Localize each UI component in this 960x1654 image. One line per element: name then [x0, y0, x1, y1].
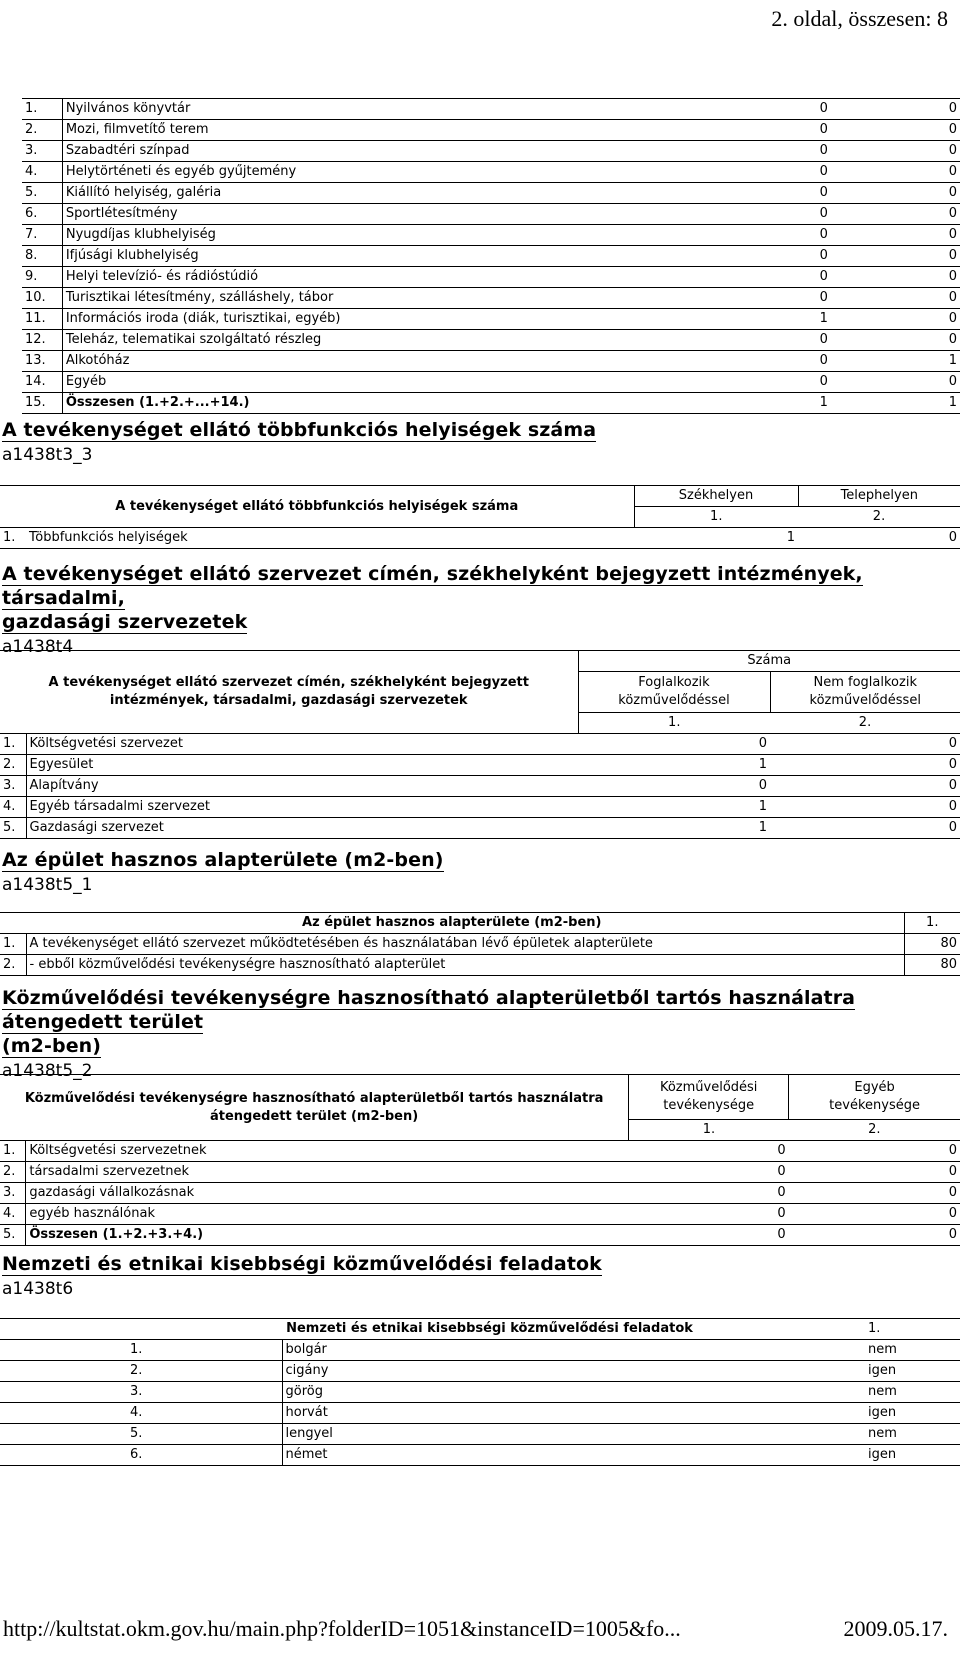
table-row — [0, 934, 960, 955]
table-row — [0, 1141, 960, 1162]
row-value: 0 — [798, 528, 960, 549]
section-leased-area — [0, 986, 960, 1082]
table-row — [0, 797, 960, 818]
row-value: 0 — [629, 1141, 789, 1162]
row-label: Alapítvány — [26, 776, 578, 797]
section-multifunction — [0, 418, 960, 466]
row-value: nem — [842, 1424, 960, 1445]
row-value: 0 — [831, 309, 960, 330]
row-number: 4. — [0, 1403, 282, 1424]
row-value: 1 — [702, 393, 831, 414]
section-floor-area — [0, 848, 960, 896]
row-value: 0 — [770, 755, 960, 776]
row-value: 0 — [831, 204, 960, 225]
multifunction-table — [0, 485, 960, 549]
row-value: 0 — [831, 372, 960, 393]
row-label: német — [282, 1445, 842, 1466]
table-row — [0, 776, 960, 797]
column-header: Telephelyen — [798, 486, 960, 507]
page-header: 2. oldal, összesen: 8 — [771, 6, 948, 31]
table-row — [0, 1424, 960, 1445]
row-label: Összesen (1.+2.+...+14.) — [62, 393, 701, 414]
table-row — [22, 162, 960, 183]
row-number: 1. — [0, 734, 26, 755]
row-value: 0 — [831, 162, 960, 183]
row-value: 0 — [789, 1162, 960, 1183]
table-row — [22, 99, 960, 120]
table-row — [22, 120, 960, 141]
row-value: 0 — [702, 267, 831, 288]
row-value: 1 — [578, 818, 770, 839]
table-row — [22, 330, 960, 351]
row-number: 5. — [0, 1424, 282, 1445]
row-label: Teleház, telematikai szolgáltató részleg — [62, 330, 701, 351]
column-header: Közművelődési tevékenysége — [629, 1075, 789, 1120]
row-value: 1 — [634, 528, 798, 549]
row-number: 2. — [0, 1361, 282, 1382]
row-label: Alkotóház — [62, 351, 701, 372]
row-number: 14. — [22, 372, 62, 393]
section-title-line2: gazdasági szervezetek — [2, 611, 248, 633]
column-number: 2. — [770, 713, 960, 734]
row-number: 3. — [0, 1183, 26, 1204]
row-value: 0 — [702, 141, 831, 162]
row-value: 0 — [831, 267, 960, 288]
row-value: igen — [842, 1361, 960, 1382]
minorities-table — [0, 1318, 960, 1466]
column-number: 2. — [789, 1120, 960, 1141]
row-label: - ebből közművelődési tevékenységre hasznosítható alapterület — [26, 955, 904, 976]
facilities-table — [22, 98, 960, 414]
section-title-line1: Közművelődési tevékenységre hasznosítható alapterületből tartós használatra átengedett terület — [2, 987, 856, 1033]
row-value: igen — [842, 1403, 960, 1424]
row-value: 1 — [702, 309, 831, 330]
row-label: Kiállító helyiség, galéria — [62, 183, 701, 204]
table-row — [22, 288, 960, 309]
row-number: 10. — [22, 288, 62, 309]
row-label: Egyéb — [62, 372, 701, 393]
column-number: 2. — [872, 509, 886, 524]
row-number: 2. — [22, 120, 62, 141]
row-label: Szabadtéri színpad — [62, 141, 701, 162]
row-value: 0 — [831, 330, 960, 351]
table-header: Közművelődési tevékenységre hasznosítható alapterületből tartós használatra átengedett terület (m2-ben) — [0, 1075, 629, 1141]
row-value: 0 — [770, 797, 960, 818]
row-label: Turisztikai létesítmény, szálláshely, tábor — [62, 288, 701, 309]
section-organizations — [0, 562, 960, 658]
organizations-table — [0, 650, 960, 839]
table-row — [0, 755, 960, 776]
row-value: 0 — [702, 372, 831, 393]
table-row — [0, 1204, 960, 1225]
row-value: 0 — [831, 246, 960, 267]
row-value: 0 — [831, 99, 960, 120]
column-header: Székhelyen — [634, 486, 798, 507]
row-value: 0 — [702, 120, 831, 141]
row-number: 11. — [22, 309, 62, 330]
table-header: Nemzeti és etnikai kisebbségi közművelődési feladatok — [0, 1319, 842, 1340]
row-number: 6. — [22, 204, 62, 225]
row-label: A tevékenységet ellátó szervezet működtetésében és használatában lévő épületek alapterülete — [26, 934, 904, 955]
row-label: horvát — [282, 1403, 842, 1424]
row-label: Ifjúsági klubhelyiség — [62, 246, 701, 267]
table-row — [22, 225, 960, 246]
row-value: 0 — [702, 351, 831, 372]
row-number: 1. — [0, 528, 26, 549]
row-value: 1 — [578, 755, 770, 776]
column-header: Nem foglalkozik közművelődéssel — [770, 672, 960, 713]
row-number: 1. — [22, 99, 62, 120]
row-value: 0 — [789, 1225, 960, 1246]
section-title: Nemzeti és etnikai kisebbségi közművelődési feladatok — [2, 1253, 602, 1275]
row-label: egyéb használónak — [26, 1204, 629, 1225]
row-label: gazdasági vállalkozásnak — [26, 1183, 629, 1204]
row-value: 0 — [702, 204, 831, 225]
section-minorities — [0, 1252, 960, 1300]
row-value: nem — [842, 1340, 960, 1361]
group-header: Száma — [578, 651, 960, 672]
table-row — [0, 955, 960, 976]
row-number: 5. — [0, 1225, 26, 1246]
row-label: Helyi televízió- és rádióstúdió — [62, 267, 701, 288]
column-header: Egyéb tevékenysége — [789, 1075, 960, 1120]
row-number: 4. — [0, 1204, 26, 1225]
row-number: 3. — [22, 141, 62, 162]
page-footer — [0, 1616, 960, 1646]
table-header: Az épület hasznos alapterülete (m2-ben) — [0, 913, 904, 934]
row-value: 1 — [831, 393, 960, 414]
row-label: Költségvetési szervezet — [26, 734, 578, 755]
row-number: 1. — [0, 1141, 26, 1162]
table-row — [22, 246, 960, 267]
section-title-line2: (m2-ben) — [2, 1035, 102, 1057]
row-number: 6. — [0, 1445, 282, 1466]
section-title: A tevékenységet ellátó többfunkciós helyiségek száma — [2, 419, 597, 441]
row-number: 4. — [0, 797, 26, 818]
row-value: 0 — [629, 1183, 789, 1204]
row-value: 0 — [702, 330, 831, 351]
row-label: Gazdasági szervezet — [26, 818, 578, 839]
row-label: Mozi, filmvetítő terem — [62, 120, 701, 141]
row-value: 0 — [578, 776, 770, 797]
table-row — [0, 1162, 960, 1183]
row-number: 8. — [22, 246, 62, 267]
row-value: 0 — [789, 1204, 960, 1225]
table-row — [0, 1403, 960, 1424]
section-code: a1438t5_1 — [2, 875, 93, 895]
row-label: bolgár — [282, 1340, 842, 1361]
row-number: 13. — [22, 351, 62, 372]
section-code: a1438t4 — [2, 637, 74, 657]
table-row — [22, 372, 960, 393]
row-value: 0 — [770, 776, 960, 797]
table-row — [0, 1340, 960, 1361]
row-value: 0 — [831, 120, 960, 141]
row-label: Nyugdíjas klubhelyiség — [62, 225, 701, 246]
section-title: Az épület hasznos alapterülete (m2-ben) — [2, 849, 444, 871]
table-row — [22, 183, 960, 204]
row-value: 0 — [831, 288, 960, 309]
table-row — [0, 1183, 960, 1204]
row-value: 0 — [770, 818, 960, 839]
row-value: 0 — [629, 1225, 789, 1246]
row-value: 0 — [629, 1204, 789, 1225]
row-number: 2. — [0, 955, 26, 976]
row-number: 5. — [22, 183, 62, 204]
row-label: görög — [282, 1382, 842, 1403]
table-row — [22, 141, 960, 162]
table-row — [0, 818, 960, 839]
row-label: társadalmi szervezetnek — [26, 1162, 629, 1183]
row-number: 2. — [0, 755, 26, 776]
table-header: A tevékenységet ellátó szervezet címén, székhelyként bejegyzett intézmények, társadalmi, gazdasági szervezetek — [0, 651, 578, 734]
print-date: 2009.05.17. — [843, 1616, 948, 1641]
column-number: 1. — [629, 1120, 789, 1141]
table-row — [22, 267, 960, 288]
table-row — [0, 1382, 960, 1403]
row-value: 0 — [789, 1183, 960, 1204]
page-url: http://kultstat.okm.gov.hu/main.php?folderID=1051&instanceID=1005&fo... — [3, 1616, 681, 1641]
row-value: 80 — [904, 934, 960, 955]
table-row — [0, 1225, 960, 1246]
row-label: lengyel — [282, 1424, 842, 1445]
row-value: 1 — [831, 351, 960, 372]
row-label: Nyilvános könyvtár — [62, 99, 701, 120]
row-value: 0 — [702, 183, 831, 204]
column-number: 1. — [842, 1319, 960, 1340]
table-row — [22, 204, 960, 225]
row-label: Információs iroda (diák, turisztikai, egyéb) — [62, 309, 701, 330]
row-label: Többfunkciós helyiségek — [26, 528, 634, 549]
column-header: Foglalkozik közművelődéssel — [578, 672, 770, 713]
row-number: 3. — [0, 1382, 282, 1403]
row-number: 9. — [22, 267, 62, 288]
row-number: 3. — [0, 776, 26, 797]
section-title-line1: A tevékenységet ellátó szervezet címén, székhelyként bejegyzett intézmények, társadalmi, — [2, 563, 863, 609]
row-label: cigány — [282, 1361, 842, 1382]
row-label: Egyesület — [26, 755, 578, 776]
row-number: 4. — [22, 162, 62, 183]
row-label: Összesen (1.+2.+3.+4.) — [26, 1225, 629, 1246]
column-number: 1. — [578, 713, 770, 734]
row-number: 12. — [22, 330, 62, 351]
column-number: 1. — [634, 507, 798, 528]
row-value: 0 — [702, 246, 831, 267]
row-number: 2. — [0, 1162, 26, 1183]
table-row — [22, 351, 960, 372]
table-row — [0, 1361, 960, 1382]
section-code: a1438t5_2 — [2, 1061, 93, 1081]
row-number: 15. — [22, 393, 62, 414]
section-code: a1438t6 — [2, 1279, 74, 1299]
row-value: 0 — [831, 183, 960, 204]
table-row — [0, 734, 960, 755]
row-value: 0 — [702, 288, 831, 309]
leased-area-table — [0, 1074, 960, 1246]
row-value: 0 — [831, 141, 960, 162]
row-label: Sportlétesítmény — [62, 204, 701, 225]
table-row — [22, 393, 960, 414]
row-number: 5. — [0, 818, 26, 839]
row-value: 0 — [629, 1162, 789, 1183]
row-label: Helytörténeti és egyéb gyűjtemény — [62, 162, 701, 183]
row-value: nem — [842, 1382, 960, 1403]
row-value: 0 — [789, 1141, 960, 1162]
row-value: igen — [842, 1445, 960, 1466]
row-value: 0 — [578, 734, 770, 755]
row-value: 0 — [702, 162, 831, 183]
row-label: Költségvetési szervezetnek — [26, 1141, 629, 1162]
table-row — [0, 1445, 960, 1466]
section-code: a1438t3_3 — [2, 445, 93, 465]
row-number: 1. — [0, 1340, 282, 1361]
row-value: 80 — [904, 955, 960, 976]
row-number: 1. — [0, 934, 26, 955]
row-value: 0 — [770, 734, 960, 755]
row-value: 1 — [578, 797, 770, 818]
row-value: 0 — [702, 99, 831, 120]
table-row — [22, 309, 960, 330]
row-number: 7. — [22, 225, 62, 246]
floor-area-table — [0, 912, 960, 976]
row-value: 0 — [831, 225, 960, 246]
table-header: A tevékenységet ellátó többfunkciós helyiségek száma — [0, 486, 634, 528]
column-number: 1. — [904, 913, 960, 934]
row-value: 0 — [702, 225, 831, 246]
row-label: Egyéb társadalmi szervezet — [26, 797, 578, 818]
